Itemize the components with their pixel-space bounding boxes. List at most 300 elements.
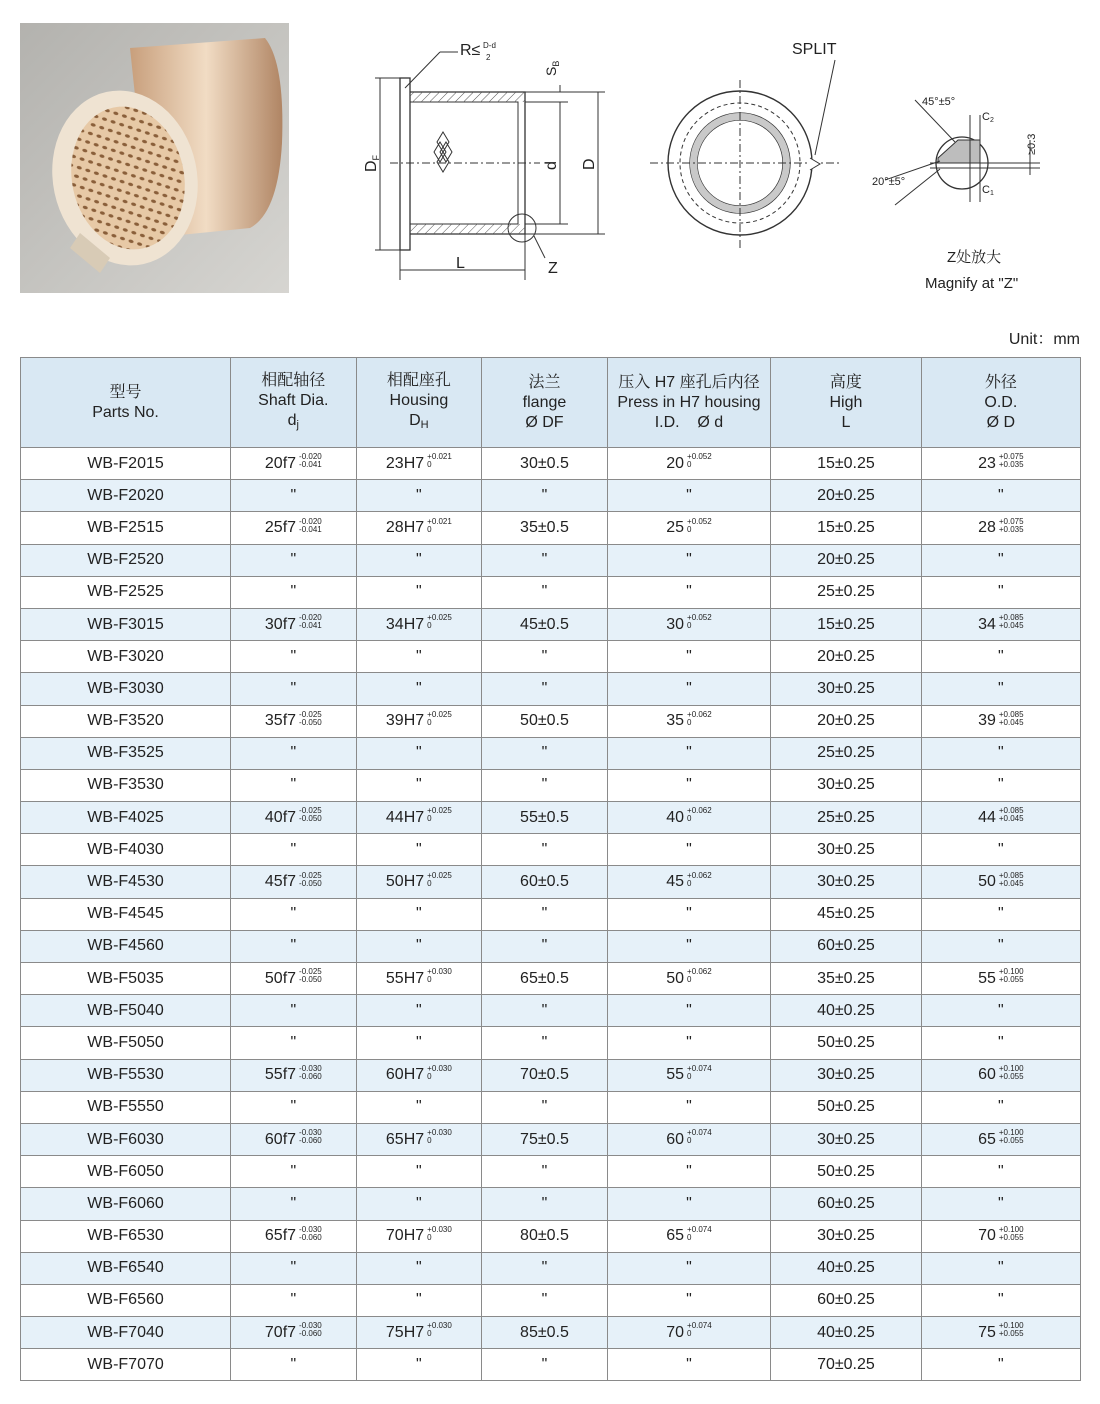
cell-flange: [482, 1059, 608, 1091]
cell-od: [921, 1349, 1080, 1381]
table-row: [21, 1317, 1081, 1349]
cell-id: [607, 963, 770, 995]
cell-high: [771, 705, 921, 737]
cell-part-value: WB-F3030: [87, 679, 164, 697]
tolerance: [999, 711, 1024, 727]
tolerance-upper: +0.075: [998, 452, 1024, 462]
cell-flange-value: ": [541, 551, 548, 569]
cell-high: [771, 995, 921, 1027]
cell-part-value: WB-F3020: [87, 647, 164, 665]
cell-housing: [356, 480, 482, 512]
cell-flange: [482, 1349, 608, 1381]
tolerance-lower: 0: [687, 621, 692, 631]
radius-label: R≤: [460, 42, 481, 59]
tolerance-lower: +0.055: [998, 1232, 1024, 1242]
cell-high: [771, 898, 921, 930]
tolerance-upper: +0.025: [427, 613, 452, 623]
cell-part: [21, 448, 231, 480]
cell-part-value: WB-F2520: [87, 551, 164, 569]
cell-high: [771, 1252, 921, 1284]
tolerance-upper: +0.100: [998, 967, 1024, 977]
cell-od: [921, 866, 1080, 898]
cell-housing: [356, 1252, 482, 1284]
tolerance: [427, 518, 452, 534]
tolerance: [299, 807, 322, 823]
table-row: [21, 898, 1081, 930]
cell-part: [21, 1059, 231, 1091]
cell-shaft: [231, 769, 357, 801]
Z-label: Z: [548, 260, 558, 277]
cell-id-value: ": [686, 583, 692, 601]
cell-housing: [356, 1317, 482, 1349]
cell-od-value: ": [997, 744, 1004, 762]
cell-flange: [482, 1091, 608, 1123]
tolerance: [299, 968, 322, 984]
cell-part: [21, 930, 231, 962]
tolerance-lower: 0: [687, 1136, 692, 1146]
cell-shaft: [231, 608, 357, 640]
tolerance-lower: -0.060: [299, 1071, 322, 1081]
cell-part-value: WB-F3015: [87, 615, 164, 633]
cell-shaft: [231, 866, 357, 898]
cell-housing-value: 44H7: [385, 808, 425, 826]
cell-part: [21, 866, 231, 898]
cell-shaft: [231, 898, 357, 930]
cell-shaft-value: 65f7: [264, 1227, 297, 1245]
cell-flange: [482, 480, 608, 512]
tolerance-upper: -0.025: [299, 709, 322, 719]
cell-shaft: [231, 1220, 357, 1252]
cell-high: [771, 576, 921, 608]
cell-id: [607, 866, 770, 898]
cell-high: [771, 1027, 921, 1059]
tolerance: [999, 872, 1024, 888]
tolerance-upper: +0.052: [687, 516, 712, 526]
cell-high: [771, 673, 921, 705]
cell-housing: [356, 1156, 482, 1188]
cell-housing: [356, 930, 482, 962]
tolerance-lower: 0: [687, 460, 692, 470]
cell-shaft: [231, 930, 357, 962]
tolerance-upper: +0.074: [687, 1063, 712, 1073]
cell-flange: [482, 576, 608, 608]
tolerance-upper: +0.052: [687, 452, 712, 462]
cell-part-value: WB-F4030: [87, 840, 164, 858]
cell-part-value: WB-F6050: [87, 1162, 164, 1180]
cell-part: [21, 480, 231, 512]
cell-high: [771, 1317, 921, 1349]
cell-id-value: 40: [666, 808, 685, 826]
cell-flange: [482, 1188, 608, 1220]
cell-part: [21, 608, 231, 640]
cell-housing: [356, 576, 482, 608]
tolerance: [999, 614, 1024, 630]
cell-flange: [482, 1220, 608, 1252]
cell-flange: [482, 544, 608, 576]
cell-part-value: WB-F6540: [87, 1259, 164, 1277]
cell-flange: [482, 641, 608, 673]
tolerance-upper: +0.085: [998, 806, 1024, 816]
table-row: [21, 834, 1081, 866]
cell-housing: [356, 834, 482, 866]
cell-high-value: 30±0.25: [817, 1227, 875, 1245]
cell-id-value: ": [686, 1259, 692, 1277]
tolerance-lower: 0: [427, 621, 432, 631]
cell-part-value: WB-F2515: [87, 518, 164, 536]
table-row: [21, 641, 1081, 673]
cell-high: [771, 1059, 921, 1091]
tolerance: [299, 1065, 322, 1081]
cell-flange: [482, 608, 608, 640]
cell-high-value: 20±0.25: [817, 551, 875, 569]
cell-od: [921, 448, 1080, 480]
cell-id-value: 55: [666, 1066, 685, 1084]
cell-id: [607, 834, 770, 866]
cell-id-value: 70: [666, 1323, 685, 1341]
cell-flange-value: 45±0.5: [520, 615, 569, 633]
tolerance-lower: 0: [687, 814, 692, 824]
tolerance: [999, 807, 1024, 823]
min-0.3-label: ≥0.3: [1026, 133, 1038, 155]
cell-od-value: 39: [978, 712, 996, 730]
magnify-cn-label: Z处放大: [947, 249, 1002, 266]
cell-flange-value: 60±0.5: [520, 873, 569, 891]
header-housing: 相配座孔 Housing $D_H$: [356, 358, 482, 448]
table-row: [21, 1284, 1081, 1316]
table-row: [21, 1091, 1081, 1123]
cell-housing: [356, 802, 482, 834]
cell-part-value: WB-F2525: [87, 583, 164, 601]
table-row: [21, 930, 1081, 962]
cell-high-value: 30±0.25: [817, 873, 875, 891]
cell-part: [21, 898, 231, 930]
cell-od: [921, 769, 1080, 801]
cell-id-value: ": [686, 647, 692, 665]
cell-flange: [482, 1252, 608, 1284]
tolerance-upper: +0.062: [687, 709, 712, 719]
tolerance-lower: -0.050: [299, 717, 322, 727]
tolerance-upper: -0.020: [299, 452, 322, 462]
cell-od: [921, 1188, 1080, 1220]
tolerance-lower: -0.060: [299, 1232, 322, 1242]
table-body: [21, 448, 1081, 1381]
tolerance-lower: +0.035: [998, 524, 1024, 534]
cell-part: [21, 1188, 231, 1220]
cell-flange-value: ": [541, 1355, 548, 1373]
tolerance: [427, 1322, 452, 1338]
cell-high-value: 40±0.25: [817, 1323, 875, 1341]
cell-housing: [356, 1188, 482, 1220]
cell-od-value: ": [997, 1098, 1004, 1116]
tolerance-lower: 0: [687, 524, 692, 534]
cell-shaft-value: ": [290, 1355, 297, 1373]
cell-high: [771, 963, 921, 995]
cell-flange-value: ": [541, 905, 548, 923]
cell-shaft-value: 55f7: [264, 1066, 297, 1084]
cell-flange: [482, 898, 608, 930]
split-label: SPLIT: [792, 41, 837, 58]
cell-flange: [482, 705, 608, 737]
header-od: 外径 O.D. Ø D: [921, 358, 1080, 448]
cell-id: [607, 898, 770, 930]
cell-flange-value: ": [541, 1162, 548, 1180]
cell-shaft-value: 50f7: [264, 969, 297, 987]
cell-flange-value: 75±0.5: [520, 1130, 569, 1148]
cell-flange-value: 80±0.5: [520, 1227, 569, 1245]
cell-od-value: ": [997, 905, 1004, 923]
cell-flange-value: 55±0.5: [520, 808, 569, 826]
cell-flange: [482, 834, 608, 866]
cell-shaft: [231, 1349, 357, 1381]
cell-id: [607, 1284, 770, 1316]
cell-housing: [356, 898, 482, 930]
cell-part-value: WB-F7070: [87, 1355, 164, 1373]
cell-flange: [482, 1123, 608, 1155]
tolerance: [427, 711, 452, 727]
cell-flange-value: ": [541, 1194, 548, 1212]
cell-high-value: 45±0.25: [817, 905, 875, 923]
tolerance-upper: +0.100: [998, 1128, 1024, 1138]
cell-id: [607, 1059, 770, 1091]
cell-high-value: 50±0.25: [817, 1162, 875, 1180]
cell-id-value: 45: [666, 873, 685, 891]
cell-housing: [356, 995, 482, 1027]
cell-housing-value: ": [416, 776, 422, 794]
tolerance: [299, 872, 322, 888]
tolerance-upper: +0.100: [998, 1321, 1024, 1331]
df-label: DF: [363, 154, 381, 172]
tolerance-upper: +0.030: [427, 1321, 452, 1331]
tolerance-upper: -0.025: [299, 870, 322, 880]
cell-od: [921, 834, 1080, 866]
cell-housing-value: ": [416, 1001, 422, 1019]
cell-high: [771, 448, 921, 480]
cell-part-value: WB-F3525: [87, 744, 164, 762]
cell-high-value: 30±0.25: [817, 840, 875, 858]
bushing-photo: [20, 23, 289, 293]
cell-shaft: [231, 1156, 357, 1188]
table-row: [21, 705, 1081, 737]
tolerance: [687, 1322, 712, 1338]
cell-high: [771, 802, 921, 834]
cell-housing-value: 28H7: [385, 518, 425, 536]
table-row: [21, 544, 1081, 576]
tolerance-lower: +0.045: [998, 717, 1024, 727]
tolerance-lower: -0.041: [299, 524, 322, 534]
angle-20-label: 20°±5°: [872, 176, 906, 188]
table-row: [21, 802, 1081, 834]
cell-part: [21, 769, 231, 801]
tolerance: [687, 807, 712, 823]
cell-part: [21, 1252, 231, 1284]
tolerance: [999, 1322, 1024, 1338]
table-row: [21, 1220, 1081, 1252]
cell-shaft-value: 25f7: [264, 518, 297, 536]
header-part: 型号 Parts No.: [21, 358, 231, 448]
cell-flange: [482, 512, 608, 544]
cell-id: [607, 769, 770, 801]
cell-id: [607, 608, 770, 640]
cell-part: [21, 737, 231, 769]
cell-part: [21, 1156, 231, 1188]
tolerance-upper: -0.030: [299, 1321, 322, 1331]
cell-id: [607, 480, 770, 512]
table-row: [21, 512, 1081, 544]
cell-high-value: 40±0.25: [817, 1259, 875, 1277]
cell-housing: [356, 1349, 482, 1381]
tolerance-upper: +0.030: [427, 967, 452, 977]
cell-od: [921, 963, 1080, 995]
tolerance-lower: 0: [427, 878, 432, 888]
cell-shaft-value: ": [290, 1291, 297, 1309]
cell-part: [21, 995, 231, 1027]
tolerance-lower: 0: [427, 975, 432, 985]
table-row: [21, 448, 1081, 480]
cell-flange-value: 85±0.5: [520, 1323, 569, 1341]
tolerance-upper: -0.030: [299, 1128, 322, 1138]
tolerance-upper: +0.025: [427, 709, 452, 719]
table-row: [21, 480, 1081, 512]
tolerance: [687, 872, 712, 888]
cell-shaft: [231, 673, 357, 705]
cell-housing-value: 39H7: [385, 712, 425, 730]
cell-od-value: ": [997, 1001, 1004, 1019]
cell-shaft-value: 20f7: [264, 454, 297, 472]
cell-shaft-value: ": [290, 647, 297, 665]
cell-part: [21, 512, 231, 544]
cell-od-value: ": [997, 1033, 1004, 1051]
cell-od: [921, 1220, 1080, 1252]
cell-flange-value: ": [541, 583, 548, 601]
cell-high-value: 25±0.25: [817, 808, 875, 826]
cell-flange: [482, 802, 608, 834]
table-row: [21, 769, 1081, 801]
cell-housing-value: ": [416, 583, 422, 601]
cell-od: [921, 1284, 1080, 1316]
cell-shaft-value: ": [290, 583, 297, 601]
cell-housing-value: ": [416, 1194, 422, 1212]
table-row: [21, 608, 1081, 640]
cell-flange-value: 50±0.5: [520, 712, 569, 730]
cell-shaft: [231, 1188, 357, 1220]
cell-housing: [356, 737, 482, 769]
cell-shaft: [231, 576, 357, 608]
cell-part: [21, 544, 231, 576]
cell-part-value: WB-F5050: [87, 1033, 164, 1051]
cell-part: [21, 673, 231, 705]
cell-od-value: 44: [978, 808, 996, 826]
tolerance-upper: +0.052: [687, 613, 712, 623]
cell-housing: [356, 1059, 482, 1091]
cell-id: [607, 1091, 770, 1123]
tolerance: [999, 453, 1024, 469]
cell-part: [21, 641, 231, 673]
table-row: [21, 737, 1081, 769]
tolerance-upper: +0.030: [427, 1128, 452, 1138]
cell-part-value: WB-F5035: [87, 969, 164, 987]
cell-housing-value: 75H7: [385, 1323, 425, 1341]
cell-id: [607, 576, 770, 608]
cell-flange-value: 30±0.5: [520, 454, 569, 472]
cell-od: [921, 608, 1080, 640]
cell-flange-value: ": [541, 744, 548, 762]
cell-high-value: 70±0.25: [817, 1355, 875, 1373]
tolerance-lower: 0: [427, 1071, 432, 1081]
cell-part: [21, 1091, 231, 1123]
tolerance-upper: +0.025: [427, 806, 452, 816]
cell-od-value: ": [997, 1259, 1004, 1277]
cell-flange: [482, 448, 608, 480]
tolerance: [427, 807, 452, 823]
cell-high: [771, 641, 921, 673]
cell-housing-value: 34H7: [385, 615, 425, 633]
cell-housing-value: ": [416, 905, 422, 923]
cell-id: [607, 737, 770, 769]
cell-id: [607, 930, 770, 962]
cell-flange-value: 35±0.5: [520, 518, 569, 536]
tolerance: [427, 1129, 452, 1145]
cell-housing-value: 60H7: [385, 1066, 425, 1084]
cell-od-value: ": [997, 679, 1004, 697]
cell-flange: [482, 1284, 608, 1316]
tolerance-upper: +0.062: [687, 870, 712, 880]
cell-od: [921, 1156, 1080, 1188]
cell-shaft: [231, 1252, 357, 1284]
tolerance-upper: -0.020: [299, 516, 322, 526]
tolerance-upper: +0.030: [427, 1224, 452, 1234]
tolerance-upper: +0.025: [427, 870, 452, 880]
table-row: [21, 995, 1081, 1027]
radius-frac-num: D-d: [483, 41, 496, 50]
tolerance: [427, 872, 452, 888]
cell-high: [771, 480, 921, 512]
cell-part: [21, 1317, 231, 1349]
cell-id-value: ": [686, 1291, 692, 1309]
cell-od-value: ": [997, 840, 1004, 858]
cell-shaft-value: ": [290, 776, 297, 794]
tolerance: [999, 968, 1024, 984]
cell-id: [607, 1220, 770, 1252]
tolerance-lower: +0.055: [998, 975, 1024, 985]
tolerance: [687, 1226, 712, 1242]
cell-high-value: 30±0.25: [817, 679, 875, 697]
tolerance-lower: 0: [427, 1232, 432, 1242]
cell-part-value: WB-F6060: [87, 1194, 164, 1212]
tolerance-lower: -0.050: [299, 975, 322, 985]
cell-high: [771, 769, 921, 801]
cell-high: [771, 1091, 921, 1123]
cell-shaft-value: ": [290, 486, 297, 504]
cell-part-value: WB-F3530: [87, 776, 164, 794]
cell-od: [921, 898, 1080, 930]
cell-part-value: WB-F4560: [87, 937, 164, 955]
tolerance: [299, 1226, 322, 1242]
cell-shaft-value: ": [290, 1033, 297, 1051]
cell-flange-value: ": [541, 679, 548, 697]
cell-od-value: 55: [978, 969, 996, 987]
tolerance-lower: 0: [687, 1232, 692, 1242]
tolerance-lower: -0.050: [299, 878, 322, 888]
table-row: [21, 673, 1081, 705]
cell-housing-value: 55H7: [385, 969, 425, 987]
cell-id: [607, 1156, 770, 1188]
cell-id-value: 65: [666, 1227, 685, 1245]
cell-high-value: 15±0.25: [817, 615, 875, 633]
cell-od: [921, 930, 1080, 962]
cell-flange-value: ": [541, 1001, 548, 1019]
tolerance-lower: 0: [427, 1329, 432, 1339]
cell-flange-value: ": [541, 1033, 548, 1051]
